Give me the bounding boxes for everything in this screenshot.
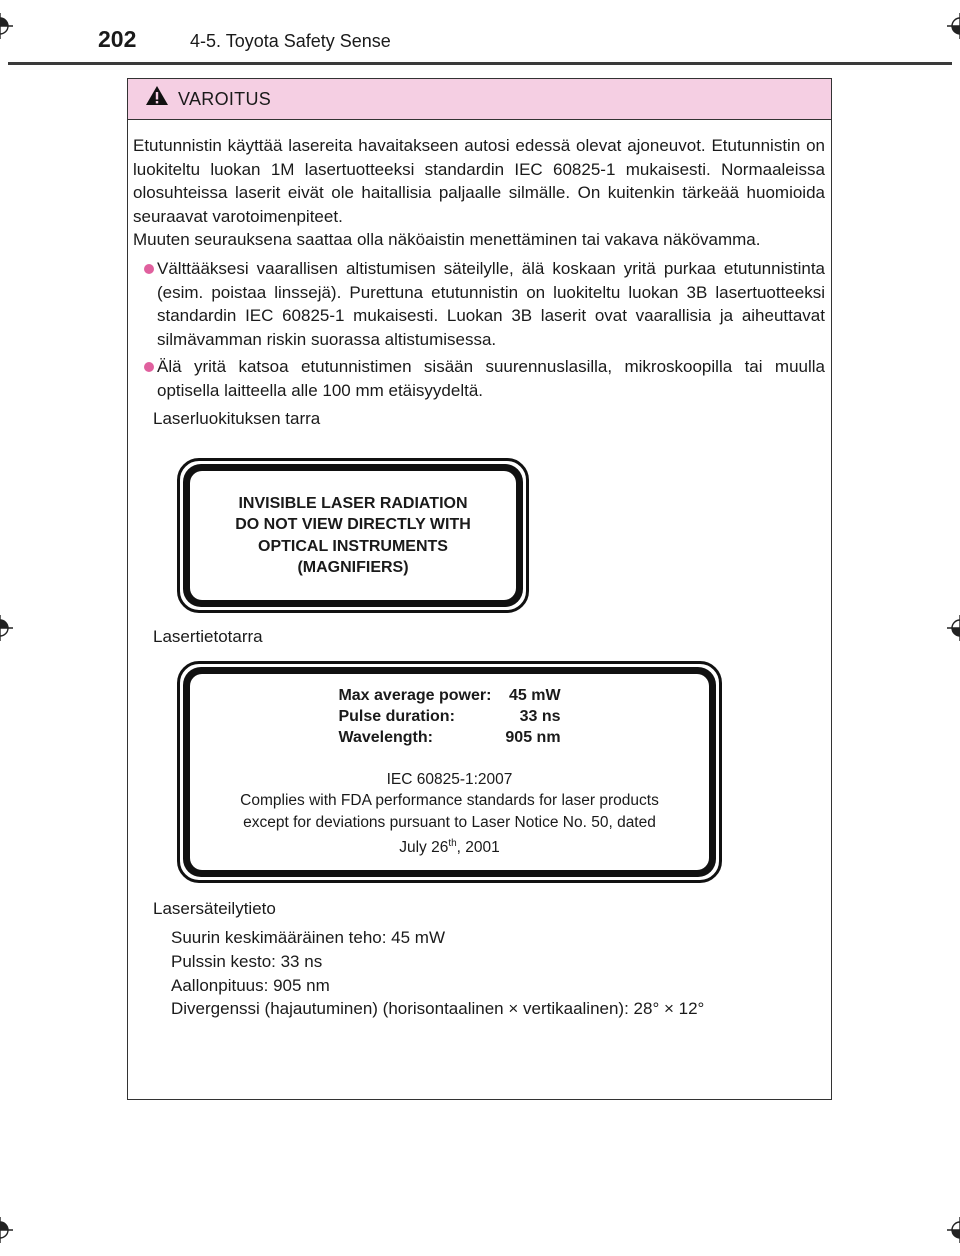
label-line: OPTICAL INSTRUMENTS [258,537,448,555]
label-line: INVISIBLE LASER RADIATION [238,494,468,512]
label-date [399,833,500,859]
label-caption: Lasersäteilytieto [153,898,276,918]
label-date-sup: th [448,838,457,850]
spec-line: Pulssin kesto: 33 ns [171,951,323,971]
label-line: DO NOT VIEW DIRECTLY WITH [235,516,471,534]
label-caption: Lasertietotarra [153,627,263,647]
spec-key: Max average power: [338,686,492,704]
intro-paragraph: Muuten seurauksena saattaa olla näköaistin menettäminen tai vakava näkövamma. [133,230,761,250]
warning-box [127,78,832,1100]
crop-mark-icon [947,615,960,641]
spec-key: Wavelength: [338,728,433,746]
header-rule [8,62,952,65]
list-item-text: Älä yritä katsoa etutunnistimen sisään suurennuslasilla, mikroskoopilla tai muulla optisella laitteella alle 100 mm etäisyydeltä. [157,357,825,400]
crop-mark-icon [0,1217,13,1243]
warning-body [128,120,831,1021]
laser-info-label [177,661,722,883]
spec-value: 33 ns [519,707,561,725]
list-item [133,257,825,351]
spec-value: 905 nm [505,728,561,746]
bullet-list [133,257,825,403]
label-date-suffix: , 2001 [456,839,500,857]
list-item [133,355,825,402]
label-caption: Laserluokituksen tarra [153,408,321,428]
crop-mark-icon [0,13,13,39]
warning-title: VAROITUS [178,88,272,109]
bullet-dot-icon [144,264,154,274]
spec-line: Aallonpituus: 905 nm [171,975,330,995]
label-compliance: Complies with FDA performance standards for laser products [240,792,659,810]
bullet-dot-icon [144,362,154,372]
crop-mark-icon [947,13,960,39]
spec-value: 45 mW [508,686,561,704]
label-standard: IEC 60825-1:2007 [386,770,513,788]
label-compliance: except for deviations pursuant to Laser Notice No. 50, dated [243,813,656,831]
page-number: 202 [98,26,137,52]
crop-mark-icon [947,1217,960,1243]
laser-class-label [177,458,529,613]
radiation-spec-list [171,926,825,1020]
spec-key: Pulse duration: [338,707,455,725]
warning-header [128,79,831,120]
label-date-prefix: July 26 [399,839,449,857]
spec-line: Divergenssi (hajautuminen) (horisontaalinen × vertikaalinen): 28° × 12° [171,999,705,1019]
crop-mark-icon [0,615,13,641]
section-title: 4-5. Toyota Safety Sense [190,31,391,51]
label-line: (MAGNIFIERS) [297,559,409,577]
list-item-text: Välttääksesi vaarallisen altistumisen säteilylle, älä koskaan yritä purkaa etutunnistinta (esim. poistaa linssejä). Purettuna etutunnistin on luokiteltu luokan 3B lasertuotteeksi standardin IEC 60825-1 mukaisesti. Luokan 3B laserit ovat vaarallisia ja aiheuttavat silmävamman riskin suorassa altistumisessa. [157,258,825,349]
warning-triangle-icon [145,85,169,111]
spec-grid [338,685,560,748]
intro-paragraph: Etutunnistin käyttää lasereita havaitakseen autosi edessä olevat ajoneuvot. Etutunnistin on luokiteltu luokan 1M lasertuotteeksi standardin IEC 60825-1 mukaisesti. Normaaleissa olosuhteissa laserit eivät ole haitallisia paljaalle silmälle. On kuitenkin tärkeää huomioida seuraavat varotoimenpiteet. [133,136,825,226]
spec-line: Suurin keskimääräinen teho: 45 mW [171,928,446,948]
